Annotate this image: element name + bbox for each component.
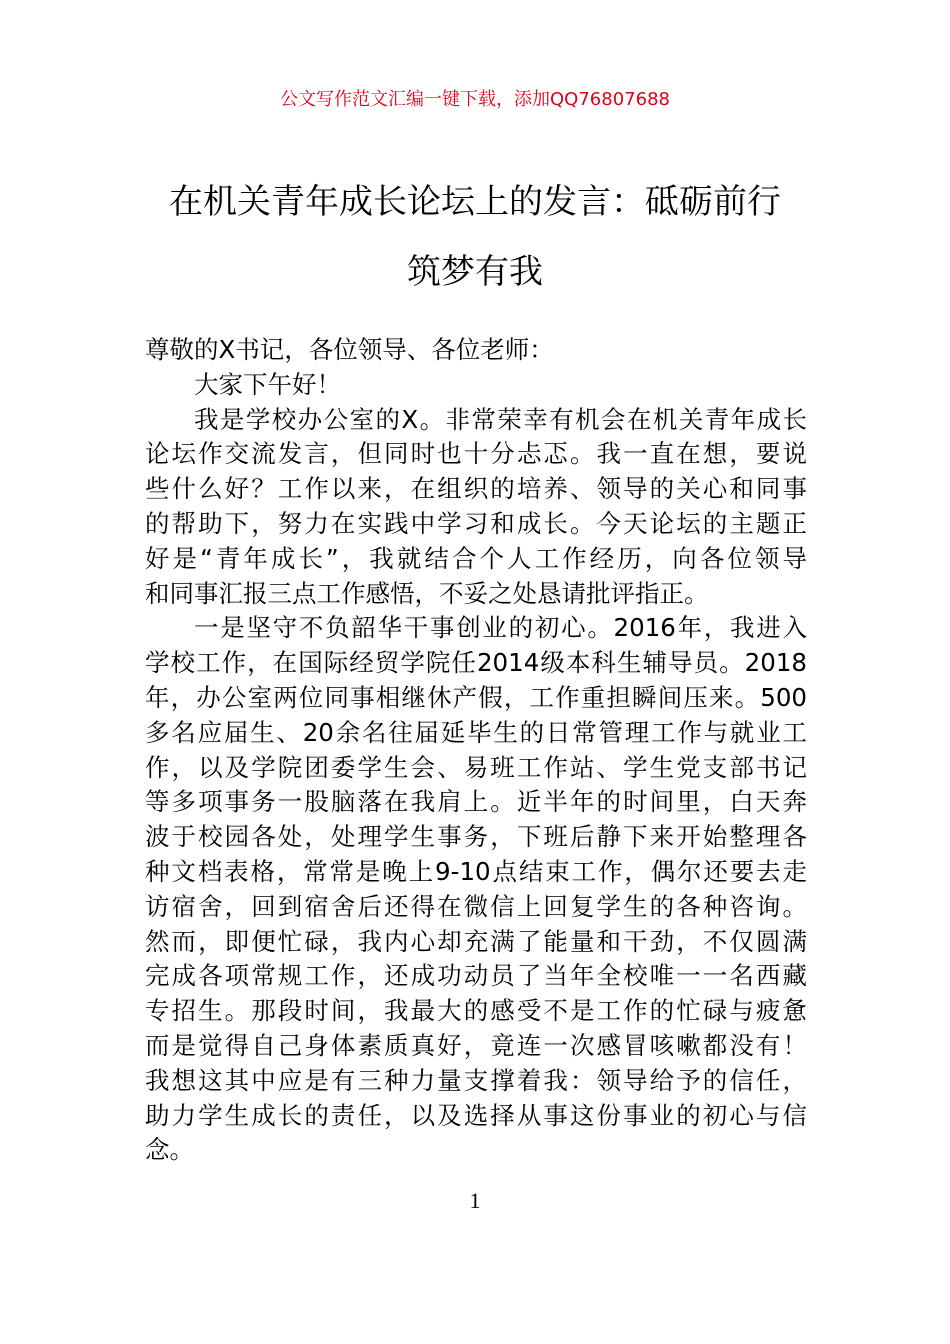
body-text-line: 尊敬的X书记，各位领导、各位老师： [145, 335, 554, 364]
body-text-line: 等多项事务一股脑落在我肩上。近半年的时间里，白天奔 [145, 787, 807, 817]
body-text-line: 我想这其中应是有三种力量支撑着我：领导给予的信任， [145, 1065, 807, 1095]
body-text-line: 和同事汇报三点工作感悟，不妥之处恳请批评指正。 [145, 578, 709, 608]
page-number: 1 [469, 1188, 481, 1213]
body-text-line: 波于校园各处，处理学生事务，下班后静下来开始整理各 [145, 822, 807, 852]
body-text-line: 完成各项常规工作，还成功动员了当年全校唯一一名西藏 [145, 961, 807, 991]
body-text-line: 的帮助下，努力在实践中学习和成长。今天论坛的主题正 [145, 508, 807, 538]
body-text-line: 念。 [145, 1135, 194, 1165]
body-text-line: 一是坚守不负韶华干事创业的初心。2016年，我进入 [194, 613, 807, 643]
body-text-line: 作，以及学院团委学生会、易班工作站、学生党支部书记 [145, 752, 807, 782]
body-text-line: 多名应届生、20余名往届延毕生的日常管理工作与就业工 [145, 717, 807, 747]
body-text-line: 而是觉得自己身体素质真好，竟连一次感冒咳嗽都没有！ [145, 1030, 807, 1060]
body-text-line: 好是“青年成长”，我就结合个人工作经历，向各位领导 [145, 543, 807, 573]
body-text-line: 助力学生成长的责任，以及选择从事这份事业的初心与信 [145, 1100, 807, 1130]
body-text-line: 然而，即便忙碌，我内心却充满了能量和干劲，不仅圆满 [145, 926, 807, 956]
promo-header: 公文写作范文汇编一键下载，添加QQ76807688 [280, 89, 670, 110]
body-text-line: 种文档表格，常常是晚上9-10点结束工作，偶尔还要去走 [145, 856, 807, 886]
document-title-line-2: 筑梦有我 [407, 252, 543, 292]
body-text-line: 大家下午好！ [194, 369, 341, 399]
body-text-line: 些什么好？工作以来，在组织的培养、领导的关心和同事 [145, 474, 807, 504]
body-text-line: 访宿舍，回到宿舍后还得在微信上回复学生的各种咨询。 [145, 891, 807, 921]
body-text-line: 学校工作，在国际经贸学院任2014级本科生辅导员。2018 [145, 648, 807, 678]
body-text-line: 年，办公室两位同事相继休产假，工作重担瞬间压来。500 [145, 682, 807, 712]
body-text-line: 我是学校办公室的X。非常荣幸有机会在机关青年成长 [194, 404, 807, 434]
body-text-line: 论坛作交流发言，但同时也十分忐忑。我一直在想，要说 [145, 439, 807, 469]
document-title-line-1: 在机关青年成长论坛上的发言：砥砺前行 [169, 182, 781, 222]
document-body [145, 333, 807, 1168]
body-text-line: 专招生。那段时间，我最大的感受不是工作的忙碌与疲惫 [145, 996, 807, 1026]
